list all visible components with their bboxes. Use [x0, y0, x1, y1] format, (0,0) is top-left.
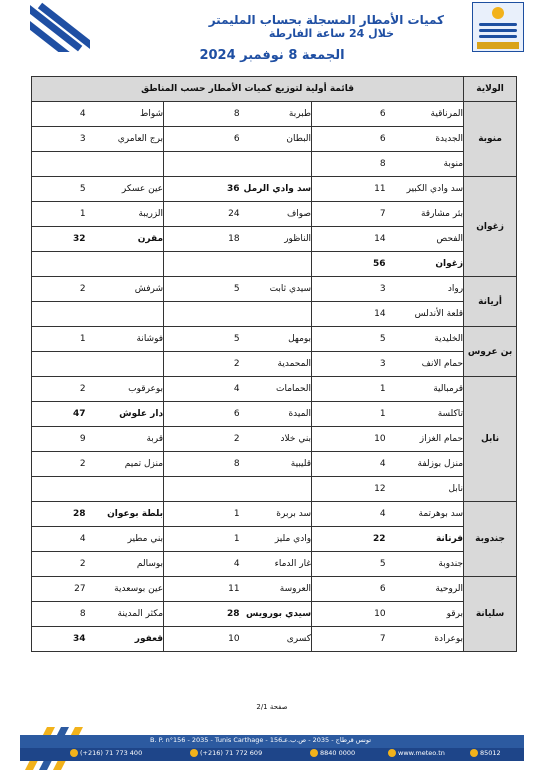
table-body [32, 102, 517, 652]
station-name: البطان [240, 127, 312, 152]
station-name: الحمامات [240, 377, 312, 402]
station-name: سد وادي الرمل [240, 177, 312, 202]
rainfall-value: 32 [32, 227, 86, 252]
table-row [32, 477, 517, 502]
rainfall-value: 8 [164, 102, 240, 127]
rainfall-value: 8 [312, 152, 386, 177]
station-name: سيدي ثابت [240, 277, 312, 302]
station-name: الجديدة [386, 127, 464, 152]
rainfall-value: 3 [32, 127, 86, 152]
rainfall-value [32, 152, 86, 177]
rainfall-value: 6 [164, 402, 240, 427]
governorate-cell: نابل [464, 377, 517, 502]
station-name: سيدي بورويس [240, 602, 312, 627]
station-name: طبربة [240, 102, 312, 127]
web-icon [388, 749, 396, 757]
station-name: كسرى [240, 627, 312, 652]
table-row [32, 252, 517, 277]
governorate-cell: سليانة [464, 577, 517, 652]
footer-address: B. P. n°156 - 2035 - Tunis Carthage - تونس قرطاج - 2035 - ص.ب.عـ156 [150, 736, 372, 744]
rainfall-value: 12 [312, 477, 386, 502]
station-name [86, 352, 164, 377]
rainfall-value: 7 [312, 202, 386, 227]
station-name [240, 302, 312, 327]
rainfall-value: 47 [32, 402, 86, 427]
rainfall-value: 6 [312, 577, 386, 602]
table-row [32, 602, 517, 627]
station-name: بوعرادة [386, 627, 464, 652]
station-name: الناظور [240, 227, 312, 252]
station-name: قرمبالية [386, 377, 464, 402]
station-name: وادي مليز [240, 527, 312, 552]
station-name [86, 152, 164, 177]
station-name: عين عسكر [86, 177, 164, 202]
rainfall-value: 2 [164, 352, 240, 377]
station-name: منزل بوزلفة [386, 452, 464, 477]
rainfall-value: 1 [312, 377, 386, 402]
station-name: الفحص [386, 227, 464, 252]
table-row [32, 102, 517, 127]
station-name: مقرن [86, 227, 164, 252]
station-name: قعفور [86, 627, 164, 652]
table-row [32, 127, 517, 152]
rainfall-value: 1 [32, 327, 86, 352]
table-row [32, 552, 517, 577]
station-name: سد بوهرتمة [386, 502, 464, 527]
station-name: بني خلاد [240, 427, 312, 452]
station-name: مكثر المدينة [86, 602, 164, 627]
station-name [86, 302, 164, 327]
rainfall-value: 11 [164, 577, 240, 602]
rainfall-value: 5 [312, 552, 386, 577]
rainfall-value: 4 [32, 102, 86, 127]
rainfall-value: 6 [164, 127, 240, 152]
rainfall-value: 2 [32, 377, 86, 402]
station-name: المحمدية [240, 352, 312, 377]
station-name: منزل تميم [86, 452, 164, 477]
station-name: قليبية [240, 452, 312, 477]
station-name: برج العامري [86, 127, 164, 152]
title-line1: كميات الأمطار المسجلة بحساب المليمتر [208, 13, 444, 27]
rainfall-value: 56 [312, 252, 386, 277]
rainfall-value: 5 [164, 327, 240, 352]
station-name [240, 252, 312, 277]
footer-address-band [20, 735, 524, 748]
rainfall-value: 14 [312, 227, 386, 252]
station-name: قربة [86, 427, 164, 452]
footer-web[interactable]: www.meteo.tn [398, 749, 445, 757]
table-row [32, 202, 517, 227]
rainfall-value: 1 [164, 502, 240, 527]
rainfall-value: 3 [312, 277, 386, 302]
rainfall-value: 9 [32, 427, 86, 452]
station-name: قلعة الأندلس [386, 302, 464, 327]
phone-icon [70, 749, 78, 757]
station-name: فرنانة [386, 527, 464, 552]
station-name: تاكلسة [386, 402, 464, 427]
station-name: الزريبة [86, 202, 164, 227]
rainfall-table [31, 76, 517, 652]
table-row [32, 302, 517, 327]
rainfall-value [32, 352, 86, 377]
station-name: الروحية [386, 577, 464, 602]
footer-phone2: (+216) 71 772 609 [200, 749, 263, 757]
main-column-header: قائمة أولية لتوزيع كميات الأمطار حسب المناطق [32, 77, 464, 102]
station-name: عين بوسعدية [86, 577, 164, 602]
station-name: سد وادي الكبير [386, 177, 464, 202]
station-name [86, 252, 164, 277]
footer [0, 727, 544, 770]
header-stripes [30, 0, 90, 52]
rainfall-value: 28 [32, 502, 86, 527]
station-name: بومهل [240, 327, 312, 352]
rainfall-value: 5 [164, 277, 240, 302]
rainfall-value: 24 [164, 202, 240, 227]
table-row [32, 352, 517, 377]
rainfall-value: 8 [32, 602, 86, 627]
station-name: شواط [86, 102, 164, 127]
call-icon [310, 749, 318, 757]
station-name: رواد [386, 277, 464, 302]
rainfall-value [32, 252, 86, 277]
footer-phone3: 8840 0000 [320, 749, 356, 757]
table-row [32, 177, 517, 202]
title-line2: خلال 24 ساعة الفارطة [268, 27, 394, 40]
rainfall-value [164, 302, 240, 327]
governorate-cell: جندوبة [464, 502, 517, 577]
table-row [32, 277, 517, 302]
rainfall-value: 22 [312, 527, 386, 552]
rainfall-value: 11 [312, 177, 386, 202]
station-name: نابل [386, 477, 464, 502]
station-name: سد بربرة [240, 502, 312, 527]
footer-phone1: (+216) 71 773 400 [80, 749, 143, 757]
governorate-cell: زغوان [464, 177, 517, 277]
station-name: فوشانة [86, 327, 164, 352]
table-row [32, 227, 517, 252]
rainfall-value [164, 152, 240, 177]
rainfall-value: 27 [32, 577, 86, 602]
table-row [32, 402, 517, 427]
rainfall-value: 5 [312, 327, 386, 352]
rainfall-value: 28 [164, 602, 240, 627]
table-row [32, 377, 517, 402]
table-row [32, 627, 517, 652]
rainfall-value: 10 [164, 627, 240, 652]
station-name: المرناقية [386, 102, 464, 127]
rainfall-value: 4 [32, 527, 86, 552]
rainfall-value: 4 [164, 552, 240, 577]
rainfall-value: 1 [32, 202, 86, 227]
table-row [32, 452, 517, 477]
footer-code: 85012 [480, 749, 501, 757]
table-row [32, 527, 517, 552]
station-name: حمام الغزاز [386, 427, 464, 452]
station-name: شرفش [86, 277, 164, 302]
rainfall-value: 2 [32, 277, 86, 302]
rainfall-value: 5 [32, 177, 86, 202]
fax-icon [190, 749, 198, 757]
station-name: برقو [386, 602, 464, 627]
rainfall-value: 6 [312, 102, 386, 127]
rainfall-value: 6 [312, 127, 386, 152]
rainfall-value: 36 [164, 177, 240, 202]
station-name: الميدة [240, 402, 312, 427]
table-row [32, 327, 517, 352]
rainfall-value: 4 [312, 502, 386, 527]
station-name: منوبة [386, 152, 464, 177]
station-name [240, 152, 312, 177]
station-name: بوسالم [86, 552, 164, 577]
rainfall-value: 2 [32, 452, 86, 477]
rainfall-value: 10 [312, 602, 386, 627]
station-name: دار علوش [86, 402, 164, 427]
rainfall-value: 1 [164, 527, 240, 552]
rainfall-value: 4 [164, 377, 240, 402]
mail-icon [470, 749, 478, 757]
station-name: صواف [240, 202, 312, 227]
station-name: جندوبة [386, 552, 464, 577]
station-name [240, 477, 312, 502]
rainfall-value: 18 [164, 227, 240, 252]
station-name: بني مطير [86, 527, 164, 552]
station-name [86, 477, 164, 502]
table-row [32, 502, 517, 527]
rainfall-value: 2 [32, 552, 86, 577]
rainfall-value: 3 [312, 352, 386, 377]
governorate-cell: منوبة [464, 102, 517, 177]
rainfall-value: 7 [312, 627, 386, 652]
rainfall-value: 8 [164, 452, 240, 477]
station-name: الخليدية [386, 327, 464, 352]
table-row [32, 152, 517, 177]
report-date: الجمعة 8 نوفمبر 2024 [199, 48, 345, 63]
station-name: بلطة بوعوان [86, 502, 164, 527]
rainfall-value: 4 [312, 452, 386, 477]
governorate-cell: أريانة [464, 277, 517, 327]
page-number: صفحة 2/1 [256, 703, 288, 711]
table-row [32, 427, 517, 452]
station-name: حمام الانف [386, 352, 464, 377]
footer-contact-band [20, 748, 524, 761]
gov-column-header: الولاية [464, 77, 517, 102]
governorate-cell: بن عروس [464, 327, 517, 377]
institute-logo [472, 2, 524, 52]
rainfall-value: 14 [312, 302, 386, 327]
rainfall-value: 2 [164, 427, 240, 452]
station-name: زغوان [386, 252, 464, 277]
station-name: غار الدماء [240, 552, 312, 577]
rainfall-value: 10 [312, 427, 386, 452]
station-name: العروسة [240, 577, 312, 602]
rainfall-value [32, 302, 86, 327]
rainfall-value [164, 252, 240, 277]
rainfall-value: 34 [32, 627, 86, 652]
station-name: بئر مشارقة [386, 202, 464, 227]
table-row [32, 577, 517, 602]
rainfall-value [32, 477, 86, 502]
rainfall-value: 1 [312, 402, 386, 427]
station-name: بوعرقوب [86, 377, 164, 402]
rainfall-value [164, 477, 240, 502]
